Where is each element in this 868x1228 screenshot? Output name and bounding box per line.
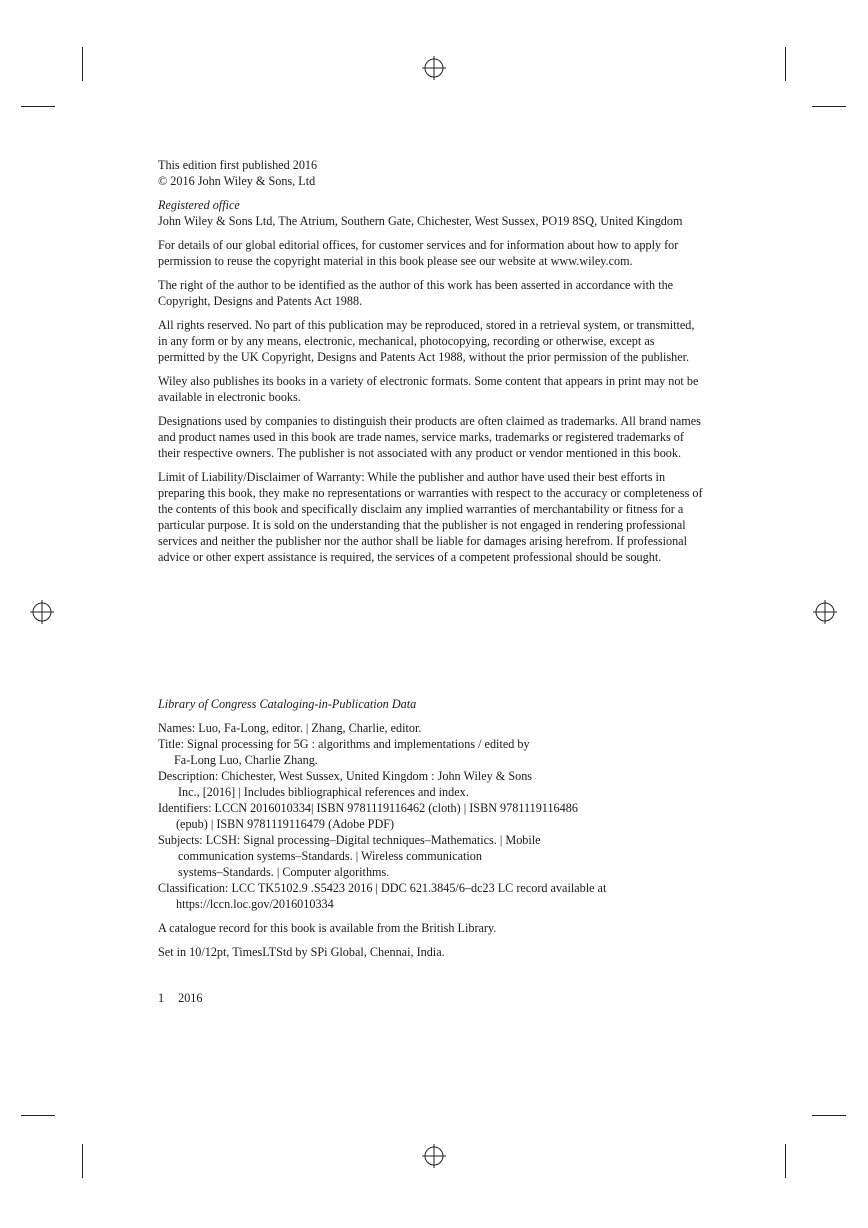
registration-mark-bottom [422,1144,446,1168]
print-year: 2016 [178,991,203,1005]
crop-mark-bottom-left-horizontal [21,1115,55,1116]
cip-identifiers-line-2: (epub) | ISBN 9781119116479 (Adobe PDF) [176,817,395,831]
registered-office-heading: Registered office [158,198,240,212]
cip-identifiers-line-1: Identifiers: LCCN 2016010334| ISBN 9781119116462 (cloth) | ISBN 9781119116486 [158,801,578,815]
registration-mark-left [30,600,54,624]
impression-number: 1 [158,991,165,1005]
cip-names: Names: Luo, Fa-Long, editor. | Zhang, Charlie, editor. [158,721,422,735]
crop-mark-bottom-left-vertical [82,1144,83,1178]
paragraph-author-right: The right of the author to be identified as the author of this work has been asserted in accordance with the Copyright, Designs and Patents Act 1988. [158,278,674,308]
paragraph-liability: Limit of Liability/Disclaimer of Warranty: While the publisher and author have used their best efforts in preparing this book, they make no representations or warranties with respect to the accuracy or completeness of the contents of this book and specifically disclaim any implied warranties of merchantability or fitness for a particular purpose. It is sold on the understanding that the publisher is not engaged in rendering professional services and neither the publisher nor the author shall be liable for damages arising herefrom. If professional advice or other expert assistance is required, the services of a competent professional should be sought. [158,470,703,564]
cip-subjects-line-2: communication systems–Standards. | Wireless communication [178,849,482,863]
cip-data-block [158,696,703,968]
crop-mark-bottom-right-horizontal [812,1115,846,1116]
cip-heading: Library of Congress Cataloging-in-Publication Data [158,697,417,711]
paragraph-electronic-formats: Wiley also publishes its books in a variety of electronic formats. Some content that appears in print may not be available in electronic books. [158,374,699,404]
registered-office [158,197,703,229]
print-line [158,990,216,1006]
crop-mark-top-right-horizontal [812,106,846,107]
cip-classification-line-1: Classification: LCC TK5102.9 .S5423 2016 | DDC 621.3845/6–dc23 LC record available at [158,881,607,895]
cip-description-line-2: Inc., [2016] | Includes bibliographical references and index. [178,785,469,799]
cip-title-line-1: Title: Signal processing for 5G : algorithms and implementations / edited by [158,737,530,751]
crop-mark-top-right-vertical [785,47,786,81]
cip-classification-line-2: https://lccn.loc.gov/2016010334 [176,897,334,911]
copyright-text-block [158,157,703,573]
paragraph-trademarks: Designations used by companies to distinguish their products are often claimed as trademarks. All brand names and product names used in this book are trade names, service marks, trademarks or registered trademarks of their respective owners. The publisher is not associated with any product or vendor mentioned in this book. [158,414,701,460]
edition-line: This edition first published 2016 [158,158,318,172]
registered-office-address: John Wiley & Sons Ltd, The Atrium, Southern Gate, Chichester, West Sussex, PO19 8SQ, United Kingdom [158,214,683,228]
edition-statement [158,157,703,189]
cip-description-line-1: Description: Chichester, West Sussex, United Kingdom : John Wiley & Sons [158,769,533,783]
copyright-line: © 2016 John Wiley & Sons, Ltd [158,174,316,188]
cip-title-line-2: Fa-Long Luo, Charlie Zhang. [174,753,318,767]
crop-mark-top-left-vertical [82,47,83,81]
crop-mark-bottom-right-vertical [785,1144,786,1178]
british-library-statement: A catalogue record for this book is available from the British Library. [158,921,497,935]
typeset-statement: Set in 10/12pt, TimesLTStd by SPi Global, Chennai, India. [158,945,445,959]
paragraph-rights-reserved: All rights reserved. No part of this publication may be reproduced, stored in a retrieval system, or transmitted, in any form or by any means, electronic, mechanical, photocopying, recording or otherwise, except as permitted by the UK Copyright, Designs and Patents Act 1988, without the prior permission of the publisher. [158,318,695,364]
paragraph-global-offices: For details of our global editorial offices, for customer services and for information about how to apply for permission to reuse the copyright material in this book please see our website at www.wiley.com. [158,238,679,268]
crop-mark-top-left-horizontal [21,106,55,107]
cip-subjects-line-1: Subjects: LCSH: Signal processing–Digital techniques–Mathematics. | Mobile [158,833,541,847]
registration-mark-top [422,56,446,80]
registration-mark-right [813,600,837,624]
cip-subjects-line-3: systems–Standards. | Computer algorithms. [178,865,390,879]
